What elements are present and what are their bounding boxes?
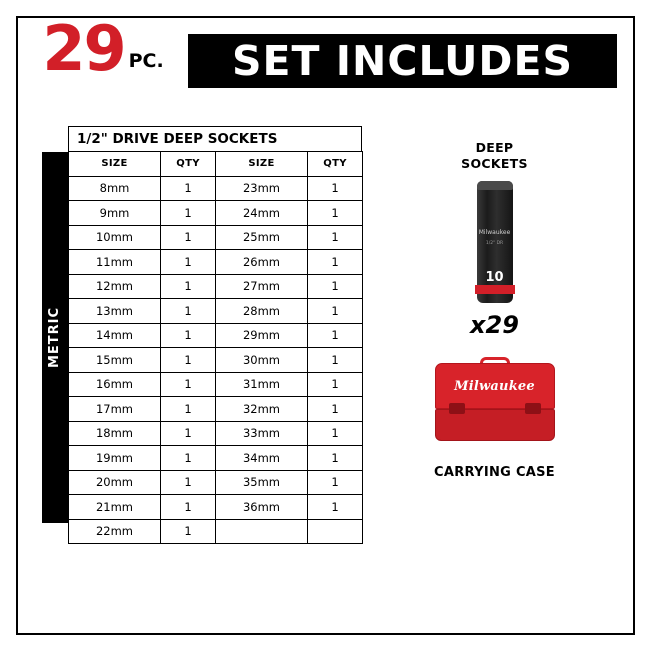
cell-qty: 1: [308, 201, 363, 226]
socket-red-band: [475, 285, 515, 294]
cell-size: 14mm: [69, 323, 161, 348]
cell-size: 18mm: [69, 421, 161, 446]
deep-socket-image: [469, 181, 521, 303]
cell-qty: 1: [308, 348, 363, 373]
cell-size: 30mm: [216, 348, 308, 373]
cell-qty: 1: [308, 299, 363, 324]
carrying-case-image: [431, 357, 559, 449]
column-header-qty-1: QTY: [161, 152, 216, 177]
cell-size: 34mm: [216, 446, 308, 471]
cell-qty: 1: [308, 176, 363, 201]
cell-qty: 1: [161, 323, 216, 348]
cell-size: 26mm: [216, 250, 308, 275]
table-row: [69, 274, 363, 299]
cell-size: [216, 519, 308, 544]
cell-qty: 1: [308, 446, 363, 471]
cell-size: 8mm: [69, 176, 161, 201]
cell-qty: 1: [161, 446, 216, 471]
table-row: [69, 519, 363, 544]
table-row: [69, 372, 363, 397]
cell-qty: 1: [161, 274, 216, 299]
cell-size: 28mm: [216, 299, 308, 324]
cell-qty: 1: [161, 372, 216, 397]
table-row: [69, 470, 363, 495]
cell-size: 16mm: [69, 372, 161, 397]
cell-qty: 1: [161, 201, 216, 226]
cell-qty: 1: [308, 495, 363, 520]
deep-sockets-label-line1: DEEP: [475, 140, 514, 155]
column-header-size-1: SIZE: [69, 152, 161, 177]
cell-qty: 1: [308, 274, 363, 299]
cell-qty: 1: [161, 397, 216, 422]
table-row: [69, 176, 363, 201]
cell-qty: 1: [308, 470, 363, 495]
table-row: [69, 323, 363, 348]
piece-count-block: [18, 12, 188, 100]
piece-count-unit: PC.: [128, 49, 164, 72]
cell-size: 36mm: [216, 495, 308, 520]
cell-qty: [308, 519, 363, 544]
cell-size: 15mm: [69, 348, 161, 373]
cell-size: 32mm: [216, 397, 308, 422]
table-row: [69, 250, 363, 275]
cell-size: 12mm: [69, 274, 161, 299]
cell-qty: 1: [161, 225, 216, 250]
set-includes-card: [16, 12, 635, 635]
cell-size: 35mm: [216, 470, 308, 495]
cell-qty: 1: [161, 348, 216, 373]
cell-size: 27mm: [216, 274, 308, 299]
cell-qty: 1: [308, 225, 363, 250]
cell-size: 20mm: [69, 470, 161, 495]
metric-side-tab: [42, 152, 68, 523]
case-brand-logo: Milwaukee: [454, 379, 535, 395]
table-row: [69, 348, 363, 373]
cell-size: 22mm: [69, 519, 161, 544]
table-section-title: 1/2" DRIVE DEEP SOCKETS: [68, 126, 362, 151]
cell-size: 11mm: [69, 250, 161, 275]
cell-size: 23mm: [216, 176, 308, 201]
table-row: [69, 495, 363, 520]
metric-side-tab-label: METRIC: [47, 306, 63, 369]
table-row: [69, 201, 363, 226]
cell-qty: 1: [161, 495, 216, 520]
cell-qty: 1: [161, 299, 216, 324]
table-row: [69, 397, 363, 422]
cell-qty: 1: [161, 519, 216, 544]
case-base-shape: [435, 409, 555, 441]
cell-size: 21mm: [69, 495, 161, 520]
page-title: SET INCLUDES: [232, 37, 573, 85]
cell-qty: 1: [308, 421, 363, 446]
cell-size: 29mm: [216, 323, 308, 348]
case-latch-left: [449, 403, 465, 414]
cell-qty: 1: [308, 372, 363, 397]
cell-size: 9mm: [69, 201, 161, 226]
header: [18, 12, 633, 100]
body-area: [18, 100, 633, 544]
cell-size: 25mm: [216, 225, 308, 250]
cell-size: 10mm: [69, 225, 161, 250]
table-header-row: [69, 152, 363, 177]
cell-size: 13mm: [69, 299, 161, 324]
cell-qty: 1: [308, 397, 363, 422]
column-header-qty-2: QTY: [308, 152, 363, 177]
cell-qty: 1: [308, 323, 363, 348]
table-row: [69, 225, 363, 250]
table-row: [69, 299, 363, 324]
cell-qty: 1: [161, 250, 216, 275]
cell-size: 24mm: [216, 201, 308, 226]
cell-size: 17mm: [69, 397, 161, 422]
cell-qty: 1: [308, 250, 363, 275]
table-row: [69, 446, 363, 471]
cell-qty: 1: [161, 470, 216, 495]
cell-size: 31mm: [216, 372, 308, 397]
cell-size: 19mm: [69, 446, 161, 471]
socket-size-marking: 10: [485, 270, 504, 286]
title-banner: [188, 34, 617, 88]
socket-brand-marking: Milwaukee: [478, 229, 511, 237]
table-row: [69, 421, 363, 446]
column-header-size-2: SIZE: [216, 152, 308, 177]
cell-qty: 1: [161, 176, 216, 201]
case-latch-right: [525, 403, 541, 414]
product-illustration-column: [362, 126, 609, 544]
socket-top-shape: [477, 181, 513, 190]
socket-sub-marking: 1/2" DR: [485, 241, 504, 247]
deep-sockets-label-line2: SOCKETS: [461, 155, 528, 171]
cell-qty: 1: [161, 421, 216, 446]
carrying-case-caption: CARRYING CASE: [434, 465, 555, 481]
socket-quantity-label: x29: [470, 311, 519, 340]
sockets-table-wrap: [68, 126, 362, 544]
sockets-table: [68, 151, 363, 544]
piece-count-number: 29: [42, 12, 125, 85]
cell-size: 33mm: [216, 421, 308, 446]
